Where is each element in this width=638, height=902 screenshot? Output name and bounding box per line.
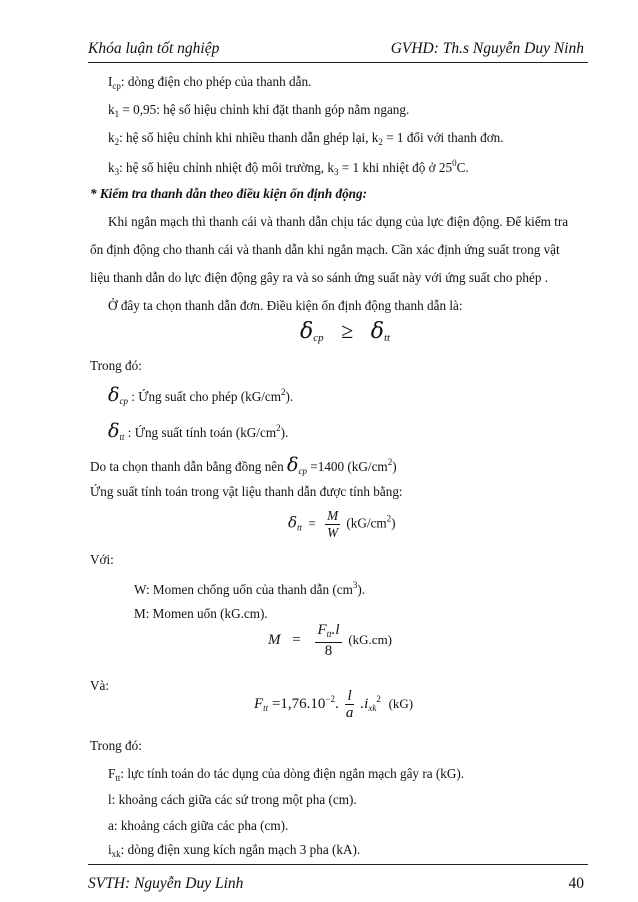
equation-moment: M = $\frac{F_{tt}.l}{8}$ (kG.cm): [268, 622, 393, 659]
k1-definition: $k_1 = 0,95$: hệ số hiệu chỉnh khi đặt thanh góp nằm ngang.: [108, 102, 410, 119]
paragraph-line: Ứng suất tính toán trong vật liệu thanh dẫn được tính bằng:: [90, 484, 403, 499]
where-label: Trong đó:: [90, 358, 142, 373]
header-advisor: GVHD: Th.s Nguyễn Duy Ninh: [390, 40, 584, 57]
equation-stability-condition: $\delta_{cp} \ge \delta_{tt}$: [300, 318, 391, 344]
l-definition: l: khoảng cách giữa các sứ trong một pha (cm).: [108, 792, 357, 807]
allowable-stress-definition: $\delta_{cp}$ : Ứng suất cho phép $(kG/cm^2)$.: [108, 384, 294, 406]
paragraph-line: Khi ngắn mạch thì thanh cái và thanh dẫn chịu tác dụng của lực điện động. Để kiểm tra: [108, 214, 569, 229]
copper-allowable-stress: Do ta chọn thanh dẫn bằng đồng nên $\delta_{cp} =1400$ $(kG/cm^2)$: [90, 454, 397, 476]
a-definition: a: khoảng cách giữa các pha (cm).: [108, 818, 289, 833]
m-definition: M: Momen uốn (kG.cm).: [134, 606, 268, 621]
paragraph-line: liệu thanh dẫn do lực điện động gây ra và so sánh ứng suất này với ứng suất cho phép .: [90, 270, 549, 285]
icp-definition: $I_{cp}$: dòng điện cho phép của thanh dẫn.: [108, 74, 312, 91]
calculated-stress-definition: $\delta_{tt}$ : Ứng suất tính toán $(kG/cm^2)$.: [108, 420, 289, 442]
and-label: Và:: [90, 678, 110, 693]
paragraph-line: ổn định động cho thanh cái và thanh dẫn khi ngắn mạch. Cần xác định ứng suất trong vật: [90, 242, 560, 257]
equation-stress: $\delta_{tt}$ = $\frac{M}{W}$ $(kG/cm^2)$: [288, 508, 396, 540]
header-title: Khóa luận tốt nghiệp: [88, 40, 220, 57]
paragraph-line: Ở đây ta chọn thanh dẫn đơn. Điều kiện ổn định động thanh dẫn là:: [108, 298, 463, 313]
page-number: 40: [568, 875, 584, 892]
with-label: Với:: [90, 552, 114, 567]
page-header: [88, 38, 588, 63]
equation-force: $F_{tt} =1,76.10^{-2}$. $\frac{l}{a}$ $.i_{xk}^2$ (kG): [254, 688, 414, 721]
section-heading: * Kiểm tra thanh dẫn theo điều kiện ổn định động:: [90, 186, 368, 201]
w-definition: W: Momen chống uốn của thanh dẫn $(cm^3)$.: [134, 580, 366, 597]
k3-definition: $k_3$: hệ số hiệu chỉnh nhiệt độ môi trường, $k_3 = 1$ khi nhiệt độ ở $25^0C$.: [108, 158, 469, 177]
ftt-definition: $F_{tt}$: lực tính toán do tác dụng của dòng điện ngắn mạch gây ra (kG).: [108, 766, 465, 783]
footer-student: SVTH: Nguyễn Duy Linh: [88, 875, 244, 892]
k2-definition: $k_2$: hệ số hiệu chỉnh khi nhiều thanh dẫn ghép lại, $k_2 = 1$ đối với thanh đơn.: [108, 130, 504, 147]
ixk-definition: $i_{xk}$: dòng điện xung kích ngắn mạch 3 pha (kA).: [108, 842, 361, 859]
page-footer: [88, 864, 588, 892]
where-label: Trong đó:: [90, 738, 142, 753]
